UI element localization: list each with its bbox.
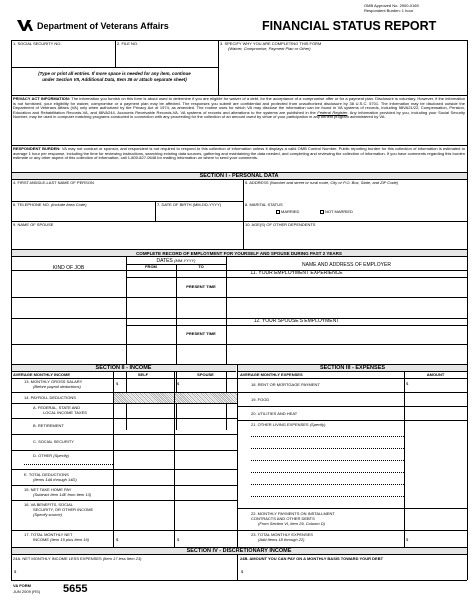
dob-label: 7. DATE OF BIRTH (MM-DD-YYYY) — [157, 202, 222, 207]
spouse-employment-header: 12. YOUR SPOUSE'S EMPLOYMENT — [253, 318, 340, 324]
other-deduction-label: D. OTHER (Specify) — [33, 453, 70, 458]
your-employment-header: 11. YOUR EMPLOYMENT EXPERIENCE — [250, 270, 343, 276]
va-benefits-label: 16. VA BENEFITS, SOCIAL — [24, 502, 74, 507]
omb-number: OMB Approved No. 2900-0165 — [364, 3, 419, 8]
net-income-dollar: $ — [14, 569, 17, 574]
dependents-ages-label: 10. AGE(S) OF OTHER DEPENDENTS — [245, 222, 316, 227]
net-income-less-expenses-label: 24A. NET MONTHLY INCOME LESS EXPENSES (Item 17 less Item 23) — [13, 556, 142, 561]
total-expenses-dollar: $ — [406, 537, 409, 542]
total-income-self-dollar: $ — [116, 537, 119, 542]
payroll-deductions-label: 14. PAYROLL DEDUCTIONS — [24, 395, 76, 400]
ssn-field[interactable] — [13, 48, 113, 62]
your-present-time: PRESENT TIME — [186, 284, 216, 289]
gross-salary-label: 13. MONTHLY GROSS SALARY — [24, 379, 83, 384]
section-1-header: SECTION I - PERSONAL DATA — [11, 172, 467, 180]
payroll-spouse-hatch — [175, 393, 237, 403]
social-security-label: C. SOCIAL SECURITY — [33, 439, 74, 444]
self-header: SELF — [137, 372, 149, 377]
kind-of-job-header: KIND OF JOB — [52, 265, 85, 271]
amount-header: AMOUNT — [426, 372, 445, 377]
type-note-line2: under Section VII, Additional Data, Item 36 or attach separate sheet) — [42, 77, 187, 82]
total-income-spouse-dollar: $ — [177, 537, 180, 542]
net-take-home-label: 15. NET TAKE HOME PAY — [24, 487, 72, 492]
ssn-label: 1. SOCIAL SECURITY NO. — [13, 41, 62, 46]
taxes-label-line2: LOCAL INCOME TAXES — [43, 410, 87, 415]
net-take-home-sublabel: (Subtract Item 14E from Item 13) — [33, 492, 92, 497]
spouse-name-label: 9. NAME OF SPOUSE — [13, 222, 54, 227]
privacy-act-text: PRIVACY ACT INFORMATION: The information you furnish on this form is about used to determine if you are eligible for waiver of a debt, for the acceptance of a compromise offer or for a payment plan. Disclosure is voluntary. However, if the information is not furnished, your eligibility for waiver, compromise or a payment plan may be affected. The responses you submit are confidential and protected from unauthorized disclosure by 38 U.S.C. 5701. The information may be disclosed outside the Department of Veterans Affairs (VA) only when authorized by the Privacy Act of 1974, as amended. The routine uses for which VA may disclose the information can be found in VA systems of records, including 58VA21/22, Compensation, Pension, Education and Rehabilitation Records-VA, and 88VA244, Accounts Receivable Records-VA. VA systems of records and alterations to the systems are published in the Federal Register. Any information provided by you, including your Social Security Number, may be used in computer matching programs conducted in connection with any proceeding for the collection of an amount owed by virtue of your participation in any benefit program administered by VA. — [13, 96, 465, 120]
installment-payments-label: 22. MONTHLY PAYMENTS ON INSTALLMENT — [251, 511, 335, 516]
total-net-income-label: 17. TOTAL MONTHLY NET — [24, 532, 73, 537]
retirement-label: B. RETIREMENT — [33, 423, 64, 428]
phone-field[interactable] — [13, 209, 153, 219]
other-living-label: 21. OTHER LIVING EXPENSES (Specify) — [251, 422, 326, 427]
total-deductions-sublabel: (Items 14A through 14D) — [33, 477, 77, 482]
utilities-label: 20. UTILITIES AND HEAT — [251, 411, 298, 416]
food-label: 19. FOOD — [251, 397, 270, 402]
section-3-header: SECTION III - EXPENSES — [238, 364, 467, 372]
rent-dollar: $ — [406, 381, 409, 386]
file-no-label: 2. FILE NO. — [117, 41, 139, 46]
rent-label: 18. RENT OR MORTGAGE PAYMENT — [251, 382, 320, 387]
to-header: TO — [198, 264, 204, 269]
respondent-burden-text: RESPONDENT BURDEN: VA may not conduct or sponsor, and respondent is not required to respond to this collection of information unless it displays a valid OMB Control Number. Public reporting burden for this collection of information is estimated to average 1 hour per response, including the time for reviewing instructions, searching existing data sources, gathering and maintaining the data needed, and completing and reviewing the collection of information. If you have comments regarding this burden estimate or any other aspect of this collection of information, call 1-800-827-0648 for mailing information on where to send your comments. — [13, 146, 465, 161]
footer-va-form: VA FORM — [13, 583, 31, 588]
installment-payments-label-line2: CONTRACTS AND OTHER DEBTS — [251, 516, 315, 521]
marital-status-label: 8. MARITAL STATUS — [245, 202, 283, 207]
monthly-payment-dollar: $ — [241, 569, 244, 574]
employer-header: NAME AND ADDRESS OF EMPLOYER — [302, 262, 391, 268]
monthly-payment-amount-label: 24B. AMOUNT YOU CAN PAY ON A MONTHLY BASIS TOWARD YOUR DEBT — [240, 556, 384, 561]
spouse-name-field[interactable] — [13, 229, 241, 247]
total-expenses-sublabel: (Add Items 18 through 22) — [258, 537, 305, 542]
name-field[interactable] — [13, 187, 241, 199]
gross-salary-self-dollar: $ — [116, 381, 119, 386]
section-4-header: SECTION IV - DISCRETIONARY INCOME — [11, 547, 467, 555]
total-expenses-label: 23. TOTAL MONTHLY EXPENSES — [251, 532, 313, 537]
footer-form-date: JUN 2009 (RS) — [13, 589, 41, 594]
married-checkbox[interactable] — [276, 210, 280, 214]
why-sublabel: (Waiver, Compromise, Payment Plan or Other) — [228, 46, 311, 51]
name-label: 4. FIRST-MIDDLE-LAST NAME OF PERSON — [13, 180, 94, 185]
taxes-label: A. FEDERAL, STATE AND — [33, 405, 81, 410]
type-note-line1: (Type or print all entries. If more space is needed for any item, continue — [38, 71, 191, 76]
dates-header: DATES (MM-YYYY) — [156, 258, 196, 264]
payroll-self-hatch — [114, 393, 174, 403]
section-2-header: SECTION II - INCOME — [11, 364, 236, 372]
gross-salary-sublabel: (Before payroll deductions) — [33, 384, 81, 389]
not-married-checkbox[interactable] — [320, 210, 324, 214]
address-label: 5. ADDRESS (Number and street or rural route, City or P.O. Box, State, and ZIP Code) — [245, 180, 399, 185]
why-field[interactable] — [220, 53, 465, 93]
avg-monthly-income-header: AVERAGE MONTHLY INCOME — [13, 372, 71, 377]
va-benefits-label-line2: SECURITY, OR OTHER INCOME — [33, 507, 94, 512]
why-label: 3. SPECIFY WHY YOU ARE COMPLETING THIS FORM — [220, 41, 322, 46]
employment-header: COMPLETE RECORD OF EMPLOYMENT FOR YOURSELF AND SPOUSE DURING PAST 2 YEARS — [11, 249, 467, 257]
va-benefits-sublabel: (Specify source) — [33, 512, 62, 517]
dob-field[interactable] — [157, 209, 241, 219]
respondent-burden-hours: Respondent Burden: 1 hour — [364, 8, 414, 13]
total-deductions-label: E. TOTAL DEDUCTIONS — [24, 472, 69, 477]
phone-label: 6. TELEPHONE NO. (Include Area Code) — [13, 202, 87, 207]
gross-salary-spouse-dollar: $ — [177, 381, 180, 386]
avg-monthly-expenses-header: AVERAGE MONTHLY EXPENSES — [240, 372, 303, 377]
form-title: FINANCIAL STATUS REPORT — [262, 19, 437, 33]
marital-not-married-option[interactable]: NOT MARRIED — [320, 210, 353, 215]
file-no-field[interactable] — [117, 48, 217, 62]
spouse-present-time: PRESENT TIME — [186, 331, 216, 336]
total-net-income-label-line2: INCOME (Item 15 plus Item 16) — [33, 537, 90, 542]
installment-payments-sublabel: (From Section VI, Item 29, Column D) — [258, 521, 325, 526]
footer-form-number: 5655 — [63, 583, 88, 595]
spouse-header: SPOUSE — [197, 372, 214, 377]
from-header: FROM — [145, 264, 157, 269]
marital-married-option[interactable]: MARRIED — [276, 210, 299, 215]
va-logo — [16, 18, 34, 32]
dependents-ages-field[interactable] — [245, 229, 465, 247]
net-income-less-expenses-field[interactable] — [20, 564, 234, 578]
agency-name: Department of Veterans Affairs — [37, 21, 169, 31]
monthly-payment-amount-field[interactable] — [247, 564, 465, 578]
